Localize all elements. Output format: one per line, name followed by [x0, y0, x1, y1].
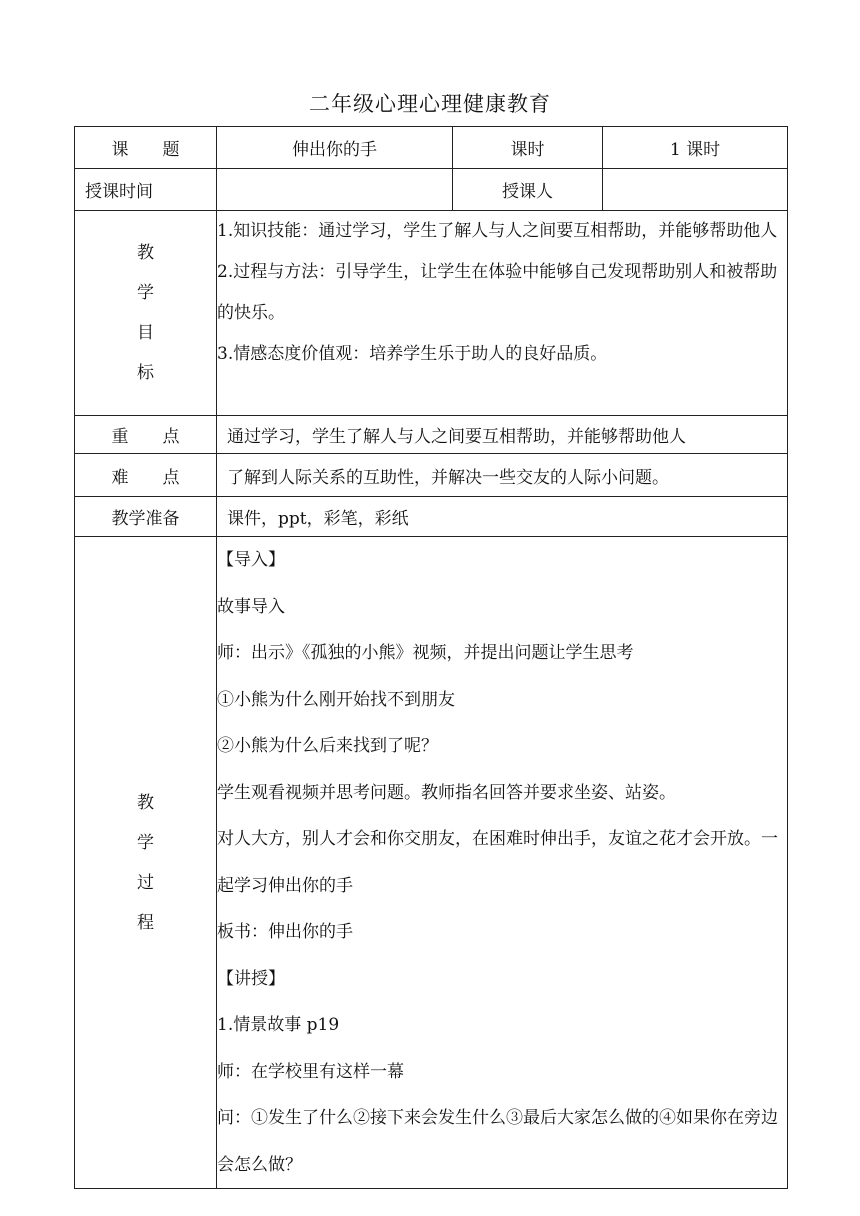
row-topic — [75, 127, 788, 169]
key-point-value: 通过学习，学生了解人与人之间要互相帮助，并能够帮助他人 — [217, 416, 788, 454]
process-line: 师：出示》《孤独的小熊》视频，并提出问题让学生思考 — [217, 643, 634, 663]
key-point-label: 重 点 — [75, 416, 217, 454]
process-line: 学生观看视频并思考问题。教师指名回答并要求坐姿、站姿。 — [217, 782, 676, 803]
document-title: 二年级心理心理健康教育 — [309, 92, 551, 116]
process-line: 【讲授】 — [217, 968, 285, 989]
topic-label: 课 题 — [75, 127, 217, 169]
time-value — [217, 169, 453, 211]
objectives-label-chars — [75, 233, 216, 393]
hours-value: 1 课时 — [603, 127, 788, 169]
objectives-label-char: 目 — [137, 323, 154, 343]
process-line: 师：在学校里有这样一幕 — [217, 1061, 404, 1082]
objective-line: 2.过程与方法：引导学生，让学生在体验中能够自己发现帮助别人和被帮助的快乐。 — [217, 262, 778, 323]
objectives-label — [75, 211, 217, 416]
objective-line: 3.情感态度价值观：培养学生乐于助人的良好品质。 — [217, 344, 608, 364]
process-line: ①小熊为什么刚开始找不到朋友 — [217, 689, 455, 710]
objectives-content — [217, 211, 788, 416]
row-process — [75, 537, 788, 1189]
process-line: 问：①发生了什么②接下来会发生什么③最后大家怎么做的④如果你在旁边会怎么做？ — [217, 1108, 778, 1175]
process-line: 板书：伸出你的手 — [217, 922, 353, 942]
objectives-label-char: 教 — [137, 243, 154, 263]
process-line: 1.情景故事 p19 — [217, 1015, 340, 1035]
process-line: 【导入】 — [217, 550, 285, 570]
row-key-point — [75, 416, 788, 454]
row-preparation — [75, 497, 788, 537]
teacher-value — [603, 169, 788, 211]
hours-label: 课时 — [453, 127, 603, 169]
teacher-label: 授课人 — [453, 169, 603, 211]
process-label-chars — [75, 783, 216, 943]
objectives-label-char: 学 — [137, 283, 154, 303]
lesson-plan-table — [74, 126, 788, 1189]
process-label-char: 过 — [137, 872, 154, 893]
preparation-value: 课件，ppt，彩笔，彩纸 — [217, 497, 788, 537]
difficulty-label: 难 点 — [75, 454, 217, 497]
process-label-char: 教 — [137, 792, 154, 813]
process-label — [75, 537, 217, 1189]
preparation-label: 教学准备 — [75, 497, 217, 537]
time-label: 授课时间 — [75, 169, 217, 211]
row-difficulty — [75, 454, 788, 497]
process-line: 对人大方，别人才会和你交朋友，在困难时伸出手，友谊之花才会开放。一起学习伸出你的手 — [217, 829, 778, 896]
process-line: 故事导入 — [217, 596, 285, 617]
process-content — [217, 537, 788, 1189]
row-time — [75, 169, 788, 211]
difficulty-value: 了解到人际关系的互助性，并解决一些交友的人际小问题。 — [217, 454, 788, 497]
process-line: ②小熊为什么后来找到了呢？ — [217, 736, 438, 756]
objectives-label-char: 标 — [137, 363, 154, 383]
process-label-char: 程 — [137, 912, 154, 933]
process-label-char: 学 — [137, 832, 154, 853]
row-objectives — [75, 211, 788, 416]
topic-value: 伸出你的手 — [217, 127, 453, 169]
objective-line: 1.知识技能：通过学习，学生了解人与人之间要互相帮助，并能够帮助他人 — [217, 221, 778, 241]
